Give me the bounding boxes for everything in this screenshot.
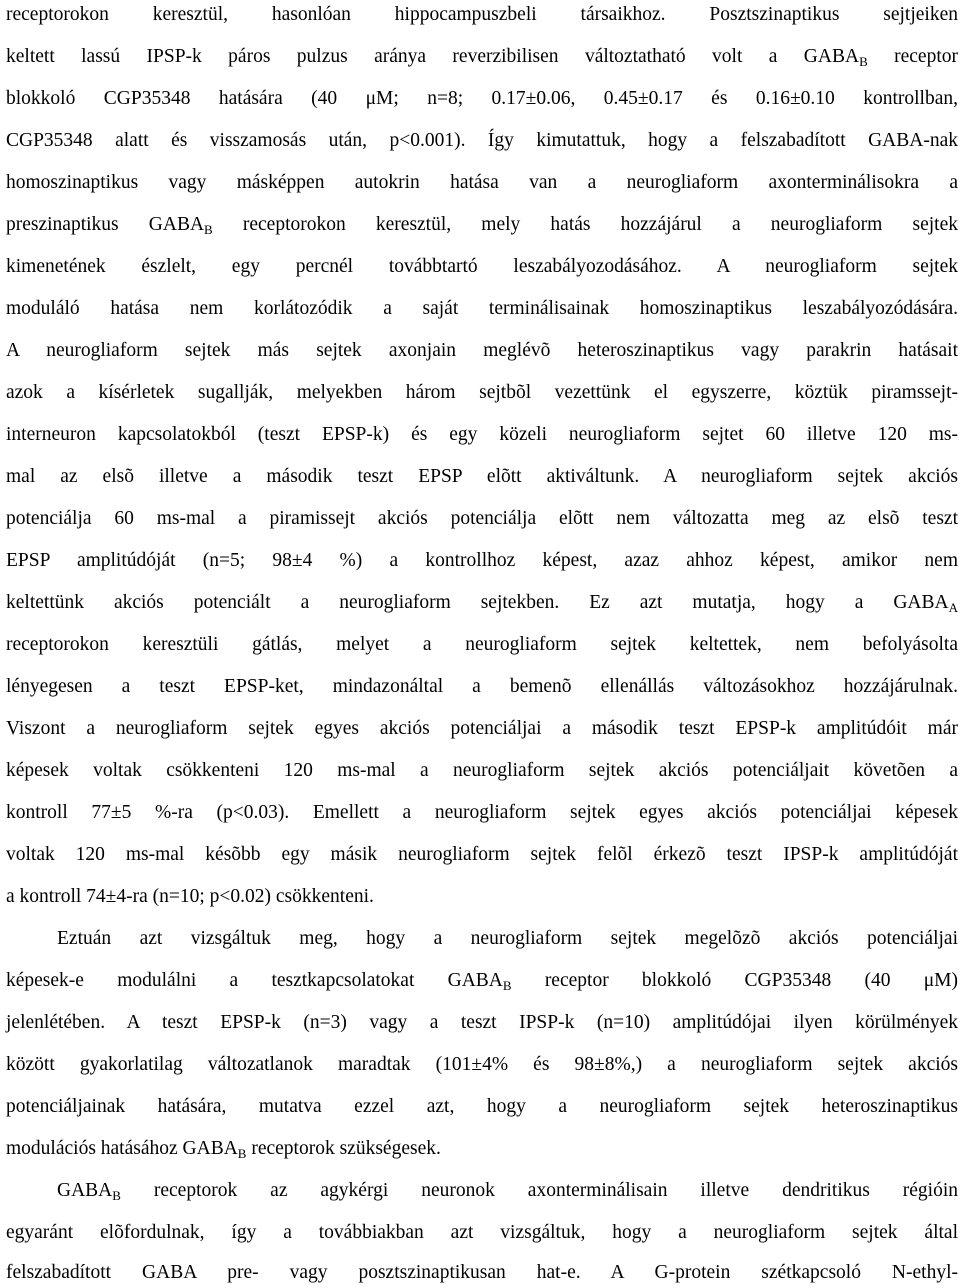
text-line: interneuron kapcsolatokból (teszt EPSP-k) és egy közeli neurogliaform sejtet 60 illetve 120 ms- (6, 424, 958, 445)
text-line: felszabadított GABA pre- vagy posztszinaptikusan hat-e. A G-protein szétkapcsoló N-ethyl- (6, 1262, 958, 1283)
text-line: egyaránt elõfordulnak, így a továbbiakban azt vizsgáltuk, hogy a neurogliaform sejtek által (6, 1222, 958, 1243)
subscript: B (237, 1146, 247, 1161)
text-line: között gyakorlatilag változatlanok maradtak (101±4% és 98±8%,) a neurogliaform sejtek akciós (6, 1054, 958, 1075)
text-line: $GABA_B$ receptorok az agykérgi neuronok axonterminálisain illetve dendritikus régióin (57, 1180, 958, 1203)
text-line: CGP35348 alatt és visszamosás után, p<0.001). Így kimutattuk, hogy a felszabadított GABA-nak (6, 130, 958, 151)
text-line: képesek-e modulálni a tesztkapcsolatokat $GABA_B$ receptor blokkoló CGP35348 (40 μM) (6, 970, 958, 993)
text-line: potenciáljainak hatására, mutatva ezzel azt, hogy a neurogliaform sejtek heteroszinaptikus (6, 1096, 958, 1117)
subscript: B (502, 978, 512, 993)
subscript: B (112, 1188, 121, 1203)
text-line: képesek voltak csökkenteni 120 ms-mal a neurogliaform sejtek akciós potenciáljait követõen a (6, 760, 958, 781)
subscript: B (204, 222, 213, 237)
text-line: blokkoló CGP35348 hatására (40 μM; n=8; 0.17±0.06, 0.45±0.17 és 0.16±0.10 kontrollban, (6, 88, 958, 109)
subscript: A (948, 600, 958, 615)
text-line: kimenetének észlelt, egy percnél továbbtartó leszabályozodásához. A neurogliaform sejtek (6, 256, 958, 277)
text-line: a kontroll 74±4-ra (n=10; p<0.02) csökkenteni. (6, 886, 374, 907)
text-line: azok a kísérletek sugallják, melyekben három sejtbõl vezettünk el egyszerre, köztük piramssejt- (6, 382, 958, 403)
text-line: Viszont a neurogliaform sejtek egyes akciós potenciáljai a második teszt EPSP-k amplitúdóit már (6, 718, 958, 739)
text-line: EPSP amplitúdóját (n=5; 98±4 %) a kontrollhoz képest, azaz ahhoz képest, amikor nem (6, 550, 958, 571)
text-line: A neurogliaform sejtek más sejtek axonjain meglévõ heteroszinaptikus vagy parakrin hatásait (6, 340, 958, 361)
text-line: mal az elsõ illetve a második teszt EPSP elõtt aktiváltunk. A neurogliaform sejtek akciós (6, 466, 958, 487)
text-line: keltett lassú IPSP-k páros pulzus aránya reverzibilisen változtatható volt a $GABA_B$ receptor (6, 46, 958, 69)
text-line: homoszinaptikus vagy másképpen autokrin hatása van a neurogliaform axonterminálisokra a (6, 172, 958, 193)
text-line: jelenlétében. A teszt EPSP-k (n=3) vagy a teszt IPSP-k (n=10) amplitúdójai ilyen körülmények (6, 1012, 958, 1033)
text-line: Eztuán azt vizsgáltuk meg, hogy a neurogliaform sejtek megelõzõ akciós potenciáljai (57, 928, 958, 949)
text-line: voltak 120 ms-mal késõbb egy másik neurogliaform sejtek felõl érkezõ teszt IPSP-k amplitúdóját (6, 844, 958, 865)
text-line: lényegesen a teszt EPSP-ket, mindazonáltal a bemenõ ellenállás változásokhoz hozzájárulnak. (6, 676, 958, 697)
text-line: receptorokon keresztüli gátlás, melyet a neurogliaform sejtek keltettek, nem befolyásolta (6, 634, 958, 655)
text-line: modulációs hatásához $GABA_B$ receptorok szükségesek. (6, 1138, 441, 1161)
text-line: kontroll 77±5 %-ra (p<0.03). Emellett a neurogliaform sejtek egyes akciós potenciáljai képesek (6, 802, 958, 823)
subscript: B (859, 54, 868, 69)
text-line: preszinaptikus $GABA_B$ receptorokon keresztül, mely hatás hozzájárul a neurogliaform sejtek (6, 214, 958, 237)
text-line: keltettünk akciós potenciált a neurogliaform sejtekben. Ez azt mutatja, hogy a $GABA_A$ (6, 592, 958, 615)
text-line: moduláló hatása nem korlátozódik a saját terminálisainak homoszinaptikus leszabályozódására. (6, 298, 958, 319)
text-line: receptorokon keresztül, hasonlóan hippocampuszbeli társaikhoz. Posztszinaptikus sejtjeiken (6, 4, 958, 25)
text-line: potenciálja 60 ms-mal a piramissejt akciós potenciálja elõtt nem változatta meg az elsõ teszt (6, 508, 958, 529)
